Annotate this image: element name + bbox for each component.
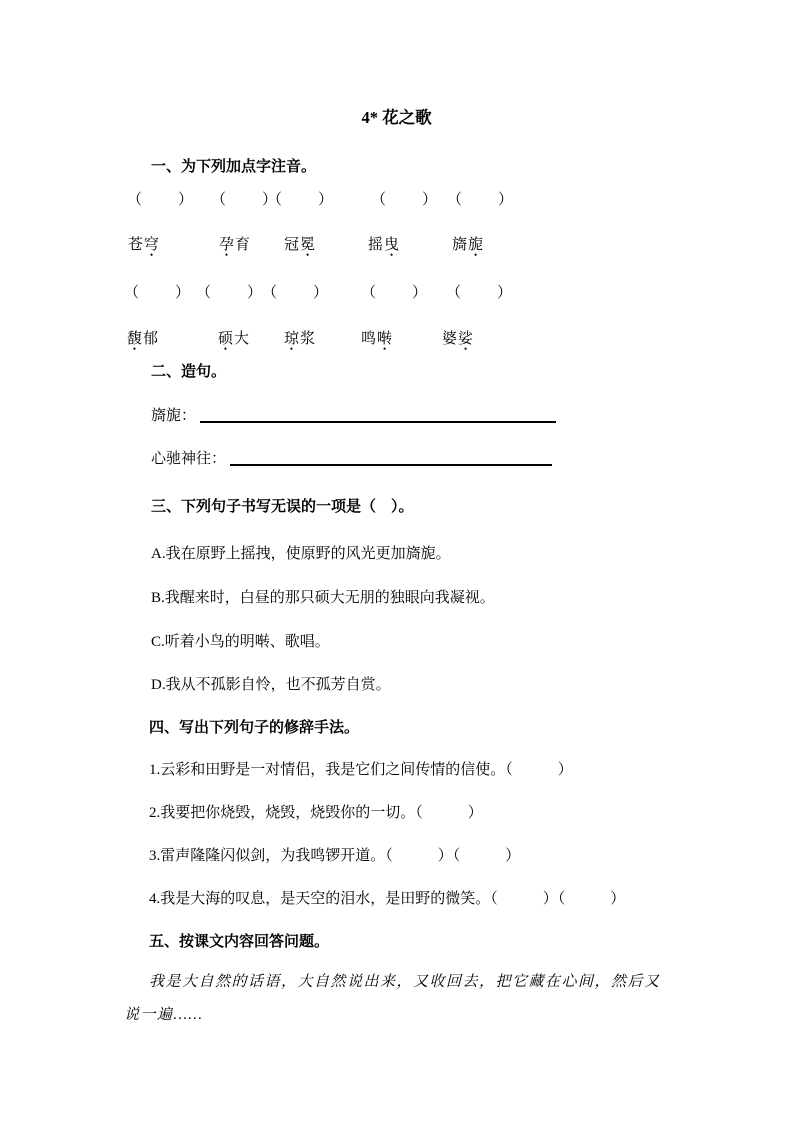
- sentence-word-label: 心驰神往：: [151, 451, 227, 467]
- vocab-char: 旖: [452, 237, 468, 253]
- rhetoric-item-3: 3.雷声隆隆闪似剑，为我鸣锣开道。（ ）（ ）: [149, 848, 521, 864]
- pinyin-blank-parens: （ ）: [124, 285, 193, 301]
- rhetoric-item-1: 1.云彩和田野是一对情侣，我是它们之间传情的信使。（ ）: [149, 762, 573, 778]
- vocab-char: 冠: [284, 237, 300, 253]
- sentence-item-1: [151, 404, 556, 425]
- vocab-word: [284, 327, 316, 348]
- vocab-word: [452, 233, 484, 254]
- dotted-char: 娑: [458, 331, 474, 347]
- dotted-char: 旎: [468, 237, 484, 253]
- vocab-char: 苍: [128, 237, 144, 253]
- pinyin-blank-parens: （ ）: [262, 285, 331, 301]
- pinyin-blank-parens: （ ）: [446, 285, 515, 301]
- option-c: C.听着小鸟的明啭、歌唱。: [151, 634, 330, 650]
- vocab-char: 大: [234, 331, 250, 347]
- pinyin-blank-parens: （ ）: [447, 192, 516, 208]
- vocab-char: 鸣: [361, 331, 377, 347]
- option-a: A.我在原野上摇拽，使原野的风光更加旖旎。: [151, 546, 451, 562]
- pinyin-blank-parens: （ ）: [127, 192, 196, 208]
- rhetoric-item-4: 4.我是大海的叹息，是天空的泪水，是田野的微笑。（ ）（ ）: [149, 891, 626, 907]
- pinyin-blank-parens: （ ）: [267, 192, 336, 208]
- answer-blank: [230, 450, 552, 466]
- vocab-char: 婆: [442, 331, 458, 347]
- sentence-word-label: 旖旎：: [151, 408, 197, 424]
- vocab-char: 郁: [143, 331, 159, 347]
- vocab-word: [361, 327, 393, 348]
- dotted-char: 孕: [219, 237, 235, 253]
- page-title: 4* 花之歌: [361, 108, 432, 127]
- dotted-char: 馥: [127, 331, 143, 347]
- section3-heading: 三、下列句子书写无误的一项是（ ）。: [151, 499, 414, 515]
- vocab-word: [284, 233, 316, 254]
- dotted-char: 琼: [284, 331, 300, 347]
- vocab-word: [128, 233, 160, 254]
- vocab-word: [219, 233, 251, 254]
- vocab-word: [218, 327, 250, 348]
- dotted-char: 硕: [218, 331, 234, 347]
- sentence-item-2: [151, 447, 552, 468]
- option-b: B.我醒来时，白昼的那只硕大无朋的独眼向我凝视。: [151, 590, 495, 606]
- answer-blank: [200, 407, 556, 423]
- vocab-char: 浆: [300, 331, 316, 347]
- section1-heading: 一、为下列加点字注音。: [151, 159, 317, 175]
- section4-heading: 四、写出下列句子的修辞手法。: [149, 720, 360, 736]
- vocab-word: [127, 327, 159, 348]
- section5-heading: 五、按课文内容回答问题。: [149, 934, 330, 950]
- course-text-passage: 我是大自然的话语，大自然说出来，又收回去，把它藏在心间，然后又说一遍……: [124, 974, 661, 1023]
- vocab-char: 育: [235, 237, 251, 253]
- dotted-char: 曳: [384, 237, 400, 253]
- dotted-char: 啭: [377, 331, 393, 347]
- vocab-word: [368, 233, 400, 254]
- rhetoric-item-2: 2.我要把你烧毁，烧毁，烧毁你的一切。（ ）: [149, 805, 483, 821]
- pinyin-blank-parens: （ ）: [211, 192, 280, 208]
- pinyin-blank-parens: （ ）: [196, 285, 265, 301]
- pinyin-blank-parens: （ ）: [371, 192, 440, 208]
- dotted-char: 穹: [144, 237, 160, 253]
- dotted-char: 冕: [300, 237, 316, 253]
- vocab-char: 摇: [368, 237, 384, 253]
- vocab-word: [442, 327, 474, 348]
- option-d: D.我从不孤影自怜，也不孤芳自赏。: [151, 677, 391, 693]
- section2-heading: 二、造句。: [151, 364, 227, 380]
- pinyin-blank-parens: （ ）: [361, 285, 430, 301]
